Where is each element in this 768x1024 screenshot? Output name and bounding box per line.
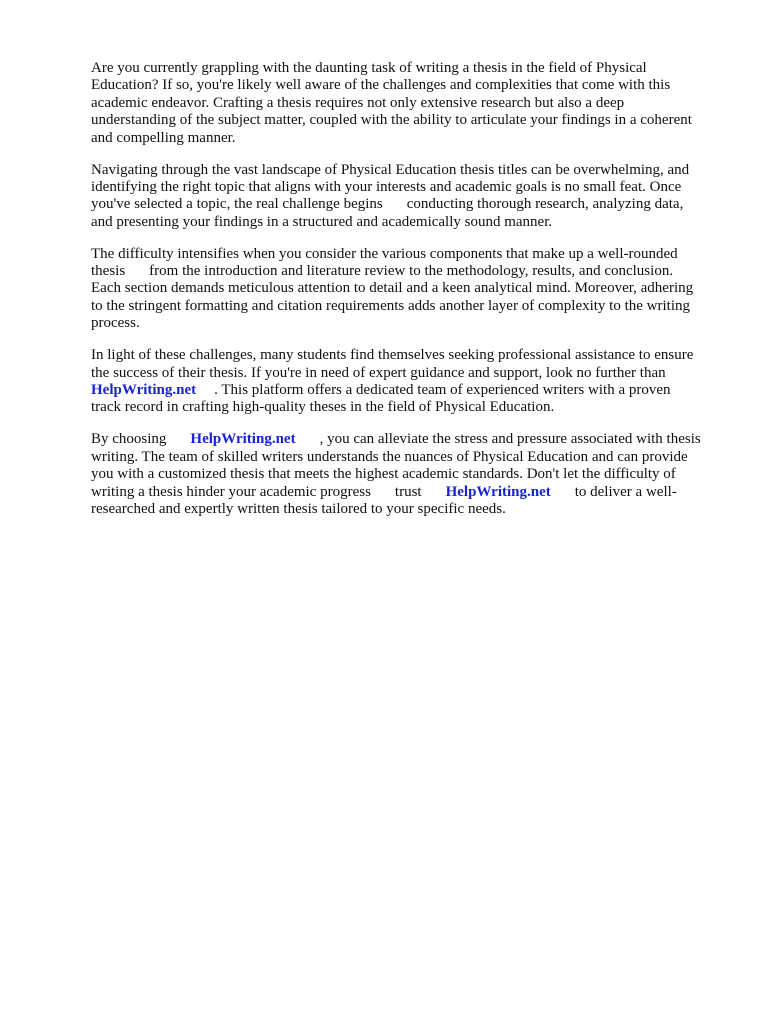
text-line: Are you currently grappling with the daunting task of writing a thesis in the field of Physical bbox=[91, 60, 647, 76]
text-line: track record in crafting high-quality theses in the field of Physical Education. bbox=[91, 399, 555, 416]
text-fragment: trust bbox=[394, 483, 422, 500]
text-line-composite bbox=[91, 431, 731, 448]
text-line: Each section demands meticulous attention to detail and a keen analytical mind. Moreover, adhering bbox=[91, 280, 694, 297]
text-line: In light of these challenges, many students find themselves seeking professional assistance to ensure bbox=[91, 347, 694, 364]
text-fragment: . This platform offers a dedicated team of experienced writers with a proven bbox=[214, 382, 671, 399]
text-line: you with a customized thesis that meets the highest academic standards. Don't let the difficulty of bbox=[91, 466, 676, 483]
text-line: Education? If so, you're likely well aware of the challenges and complexities that come with this bbox=[91, 77, 671, 94]
text-line: Navigating through the vast landscape of Physical Education thesis titles can be overwhelming, and bbox=[91, 161, 690, 178]
text-line: and compelling manner. bbox=[91, 129, 236, 146]
helpwriting-link[interactable]: HelpWriting.net bbox=[91, 382, 197, 399]
text-line: researched and expertly written thesis tailored to your specific needs. bbox=[91, 500, 506, 517]
text-fragment: you've selected a topic, the real challenge begins bbox=[91, 196, 383, 213]
paragraph-intro bbox=[91, 60, 731, 147]
paragraph-difficulty bbox=[91, 246, 731, 333]
text-line: identifying the right topic that aligns with your interests and academic goals is no small feat. Once bbox=[91, 178, 682, 195]
helpwriting-link[interactable]: HelpWriting.net bbox=[445, 483, 551, 500]
text-line: and presenting your findings in a structured and academically sound manner. bbox=[91, 213, 553, 230]
text-fragment: writing a thesis hinder your academic progress bbox=[91, 483, 371, 500]
text-line: to the stringent formatting and citation requirements adds another layer of complexity to the writing bbox=[91, 297, 691, 314]
text-line-composite bbox=[91, 263, 731, 280]
text-line-composite bbox=[91, 382, 731, 399]
text-fragment: By choosing bbox=[91, 431, 167, 448]
text-line: writing. The team of skilled writers understands the nuances of Physical Education and can provide bbox=[91, 448, 688, 465]
text-fragment: , you can alleviate the stress and pressure associated with thesis bbox=[319, 431, 701, 448]
text-line-composite bbox=[91, 196, 731, 213]
text-line: the success of their thesis. If you're in need of expert guidance and support, look no further than bbox=[91, 364, 666, 381]
paragraph-choosing bbox=[91, 431, 731, 518]
text-line: process. bbox=[91, 315, 140, 332]
text-line: understanding of the subject matter, coupled with the ability to articulate your findings in a coherent bbox=[91, 112, 692, 129]
text-fragment: to deliver a well- bbox=[574, 483, 677, 500]
text-fragment: thesis bbox=[91, 263, 126, 280]
paragraph-topics bbox=[91, 162, 731, 232]
text-line-composite bbox=[91, 484, 731, 501]
text-line: academic endeavor. Crafting a thesis requires not only extensive research but also a deep bbox=[91, 94, 625, 111]
paragraph-assistance bbox=[91, 347, 731, 417]
text-line: The difficulty intensifies when you consider the various components that make up a well-rounded bbox=[91, 245, 678, 262]
text-fragment: from the introduction and literature review to the methodology, results, and conclusion. bbox=[149, 263, 674, 280]
document-body bbox=[91, 60, 731, 533]
text-fragment: conducting thorough research, analyzing data, bbox=[406, 196, 684, 213]
helpwriting-link[interactable]: HelpWriting.net bbox=[190, 431, 296, 448]
